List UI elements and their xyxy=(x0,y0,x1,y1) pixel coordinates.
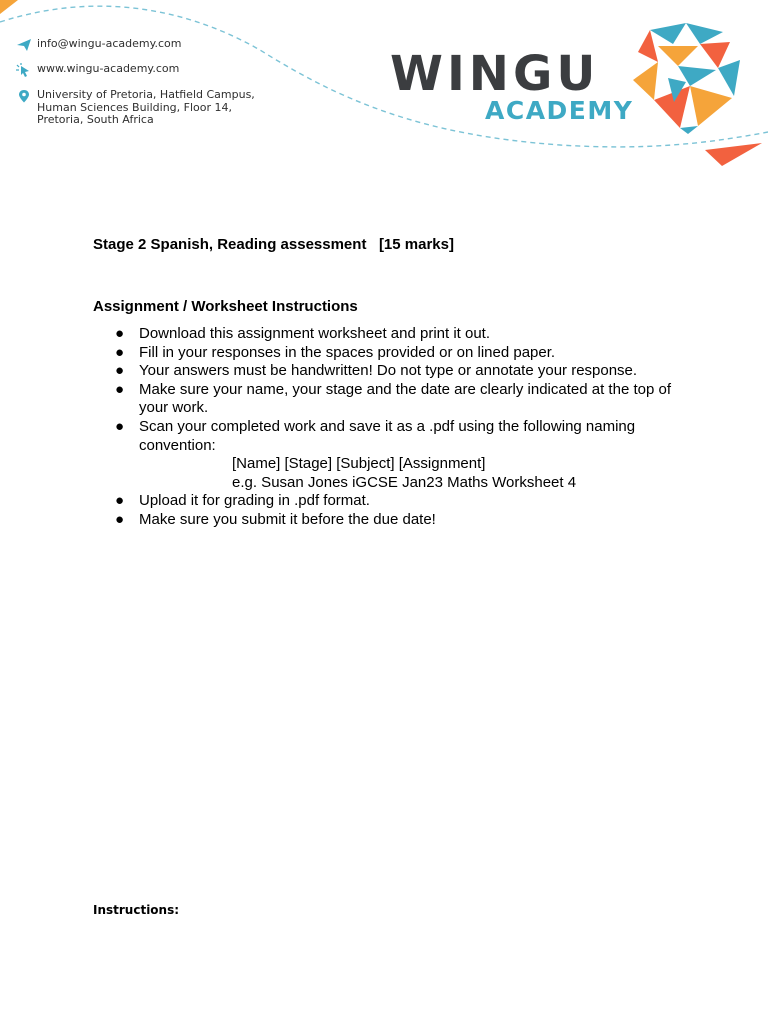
address-line-3: Pretoria, South Africa xyxy=(37,113,154,126)
list-item-text: Fill in your responses in the spaces provided or on lined paper. xyxy=(139,343,556,361)
address-row xyxy=(16,89,255,127)
list-item-text: Make sure you submit it before the due date! xyxy=(139,510,436,528)
list-item xyxy=(93,344,683,363)
bullet-icon: ● xyxy=(115,417,125,435)
bullet-icon: ● xyxy=(115,325,125,342)
bullet-icon: ● xyxy=(115,492,125,510)
instructions-heading: Assignment / Worksheet Instructions xyxy=(93,298,358,315)
bullet-icon: ● xyxy=(115,380,125,398)
instructions-label: Instructions: xyxy=(93,903,180,917)
list-item xyxy=(93,418,683,492)
address-line-1: University of Pretoria, Hatfield Campus, xyxy=(37,88,255,101)
list-item xyxy=(93,511,683,530)
website-link[interactable]: www.wingu-academy.com xyxy=(37,62,180,75)
list-item xyxy=(93,362,683,381)
wingu-academy-logo xyxy=(390,20,750,170)
letterhead xyxy=(0,0,768,175)
list-item xyxy=(93,492,683,511)
naming-format: [Name] [Stage] [Subject] [Assignment] xyxy=(232,455,486,473)
naming-example: e.g. Susan Jones iGCSE Jan23 Maths Worksheet 4 xyxy=(232,473,577,491)
instructions-list xyxy=(93,325,683,530)
pointer-icon xyxy=(16,63,32,77)
bullet-icon: ● xyxy=(115,362,125,380)
bullet-icon: ● xyxy=(115,510,125,528)
email-row xyxy=(16,38,182,52)
list-item-text: Scan your completed work and save it as a .pdf using the following naming convention: xyxy=(139,417,636,454)
logo-wordmark-academy: ACADEMY xyxy=(485,96,634,125)
address-line-2: Human Sciences Building, Floor 14, xyxy=(37,100,233,114)
email-link[interactable]: info@wingu-academy.com xyxy=(37,37,182,50)
document-title: Stage 2 Spanish, Reading assessment [15 marks] xyxy=(93,236,454,253)
list-item-text: Upload it for grading in .pdf format. xyxy=(139,492,370,510)
send-icon xyxy=(16,38,32,52)
list-item-text: Your answers must be handwritten! Do not type or annotate your response. xyxy=(139,362,638,380)
logo-mark-icon xyxy=(628,20,743,135)
corner-accent xyxy=(0,0,18,14)
address-text xyxy=(37,89,255,127)
list-item xyxy=(93,381,683,418)
list-item xyxy=(93,325,683,344)
list-item-text: Download this assignment worksheet and print it out. xyxy=(139,325,491,342)
logo-wordmark-wingu: WINGU xyxy=(390,46,600,102)
list-item-text: Make sure your name, your stage and the date are clearly indicated at the top of your work. xyxy=(139,380,671,417)
location-pin-icon xyxy=(16,89,32,103)
bullet-icon: ● xyxy=(115,343,125,361)
website-row xyxy=(16,63,179,77)
